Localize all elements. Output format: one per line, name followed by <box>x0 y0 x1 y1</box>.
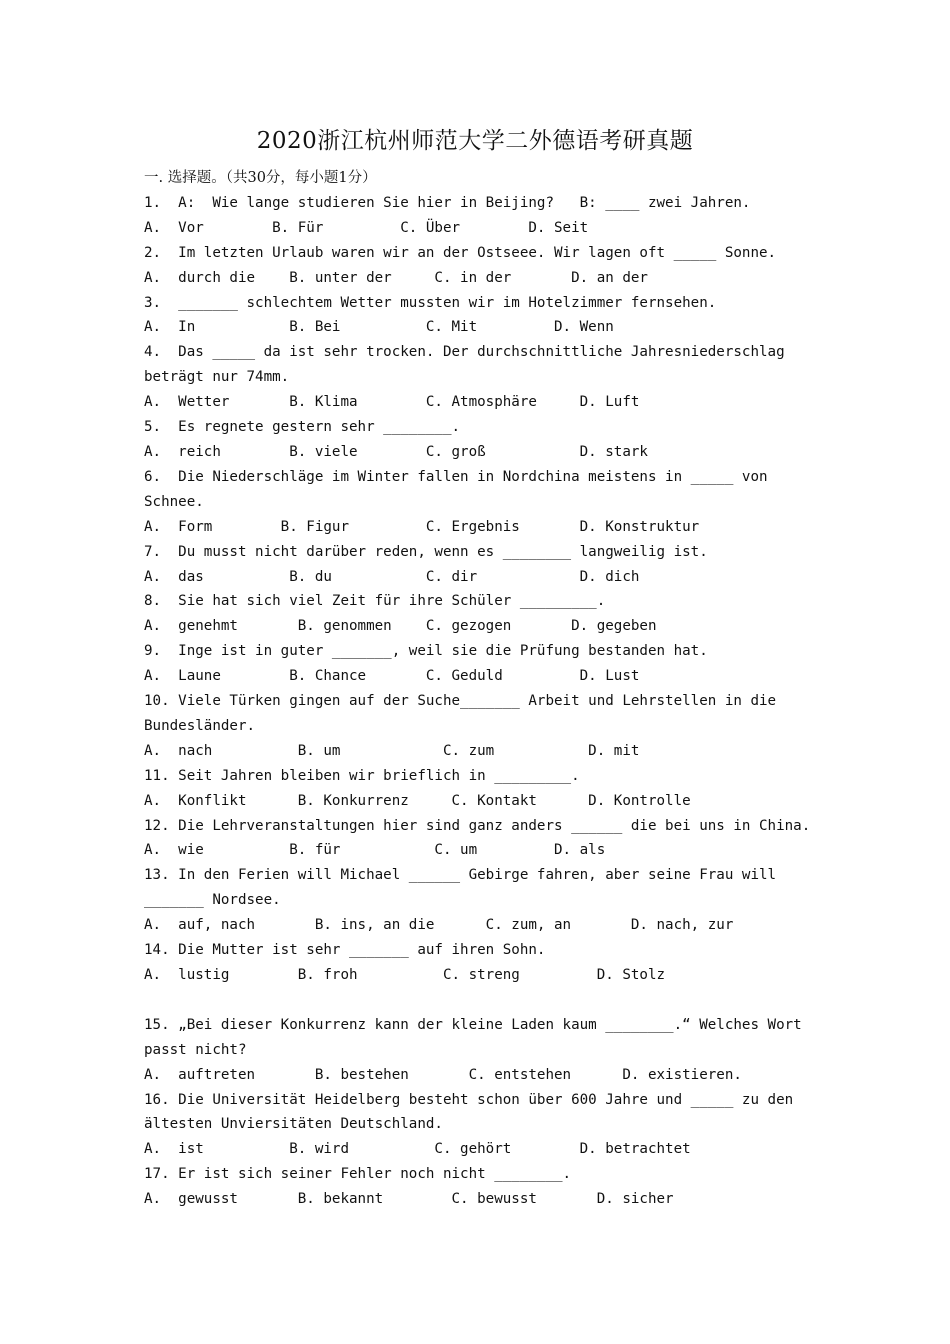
options-7: A. das B. du C. dir D. dich <box>144 568 640 585</box>
question-6: 6. Die Niederschläge im Winter fallen in Nordchina meistens in _____ von <box>144 468 768 485</box>
question-12: 12. Die Lehrveranstaltungen hier sind ganz anders ______ die bei uns in China. <box>144 817 811 834</box>
question-list <box>144 166 814 1212</box>
options-4: A. Wetter B. Klima C. Atmosphäre D. Luft <box>144 394 640 411</box>
options-8: A. genehmt B. genommen C. gezogen D. gegeben <box>144 618 657 635</box>
options-11: A. Konflikt B. Konkurrenz C. Kontakt D. Kontrolle <box>144 792 691 809</box>
options-2: A. durch die B. unter der C. in der D. an der <box>144 269 648 286</box>
question-7: 7. Du musst nicht darüber reden, wenn es ________ langweilig ist. <box>144 543 708 560</box>
document-title: 2020浙江杭州师范大学二外德语考研真题 <box>256 128 694 154</box>
options-9: A. Laune B. Chance C. Geduld D. Lust <box>144 668 640 685</box>
question-11: 11. Seit Jahren bleiben wir brieflich in _________. <box>144 767 580 784</box>
question-15-cont: passt nicht? <box>144 1041 247 1058</box>
question-6-cont: Schnee. <box>144 493 204 510</box>
options-15: A. auftreten B. bestehen C. entstehen D. existieren. <box>144 1066 742 1083</box>
options-16: A. ist B. wird C. gehört D. betrachtet <box>144 1141 691 1158</box>
options-14: A. lustig B. froh C. streng D. Stolz <box>144 967 666 983</box>
question-16-cont: ältesten Unviersitäten Deutschland. <box>144 1116 443 1133</box>
question-3: 3. _______ schlechtem Wetter mussten wir im Hotelzimmer fernsehen. <box>144 294 717 311</box>
question-13-cont: _______ Nordsee. <box>144 892 281 909</box>
question-8: 8. Sie hat sich viel Zeit für ihre Schüler _________. <box>144 593 606 610</box>
options-5: A. reich B. viele C. groß D. stark <box>144 443 648 460</box>
question-5: 5. Es regnete gestern sehr ________. <box>144 419 461 436</box>
options-13: A. auf, nach B. ins, an die C. zum, an D. nach, zur <box>144 917 734 934</box>
spacer <box>144 988 814 1013</box>
options-3: A. In B. Bei C. Mit D. Wenn <box>144 319 614 336</box>
question-4-cont: beträgt nur 74mm. <box>144 369 290 386</box>
question-10-cont: Bundesländer. <box>144 717 256 734</box>
question-16: 16. Die Universität Heidelberg besteht schon über 600 Jahre und _____ zu den <box>144 1091 794 1108</box>
question-9: 9. Inge ist in guter _______, weil sie die Prüfung bestanden hat. <box>144 643 708 660</box>
options-10: A. nach B. um C. zum D. mit <box>144 742 640 759</box>
question-17: 17. Er ist sich seiner Fehler noch nicht ________. <box>144 1166 572 1183</box>
question-1: 1. A: Wie lange studieren Sie hier in Beijing? B: ____ zwei Jahren. <box>144 194 751 211</box>
question-15: 15. „Bei dieser Konkurrenz kann der kleine Laden kaum ________.“ Welches Wort <box>144 1016 802 1033</box>
section-heading: 一. 选择题。（共30分，每小题1分） <box>144 170 377 186</box>
options-12: A. wie B. für C. um D. als <box>144 842 606 859</box>
question-4: 4. Das _____ da ist sehr trocken. Der durchschnittliche Jahresniederschlag <box>144 344 785 361</box>
question-10: 10. Viele Türken gingen auf der Suche_______ Arbeit und Lehrstellen in die <box>144 693 777 710</box>
options-6: A. Form B. Figur C. Ergebnis D. Konstruktur <box>144 518 700 535</box>
options-17: A. gewusst B. bekannt C. bewusst D. sicher <box>144 1191 674 1208</box>
question-2: 2. Im letzten Urlaub waren wir an der Ostseee. Wir lagen oft _____ Sonne. <box>144 244 777 261</box>
question-13: 13. In den Ferien will Michael ______ Gebirge fahren, aber seine Frau will <box>144 867 777 884</box>
question-14: 14. Die Mutter ist sehr _______ auf ihren Sohn. <box>144 942 546 959</box>
options-1: A. Vor B. Für C. Über D. Seit <box>144 219 589 236</box>
